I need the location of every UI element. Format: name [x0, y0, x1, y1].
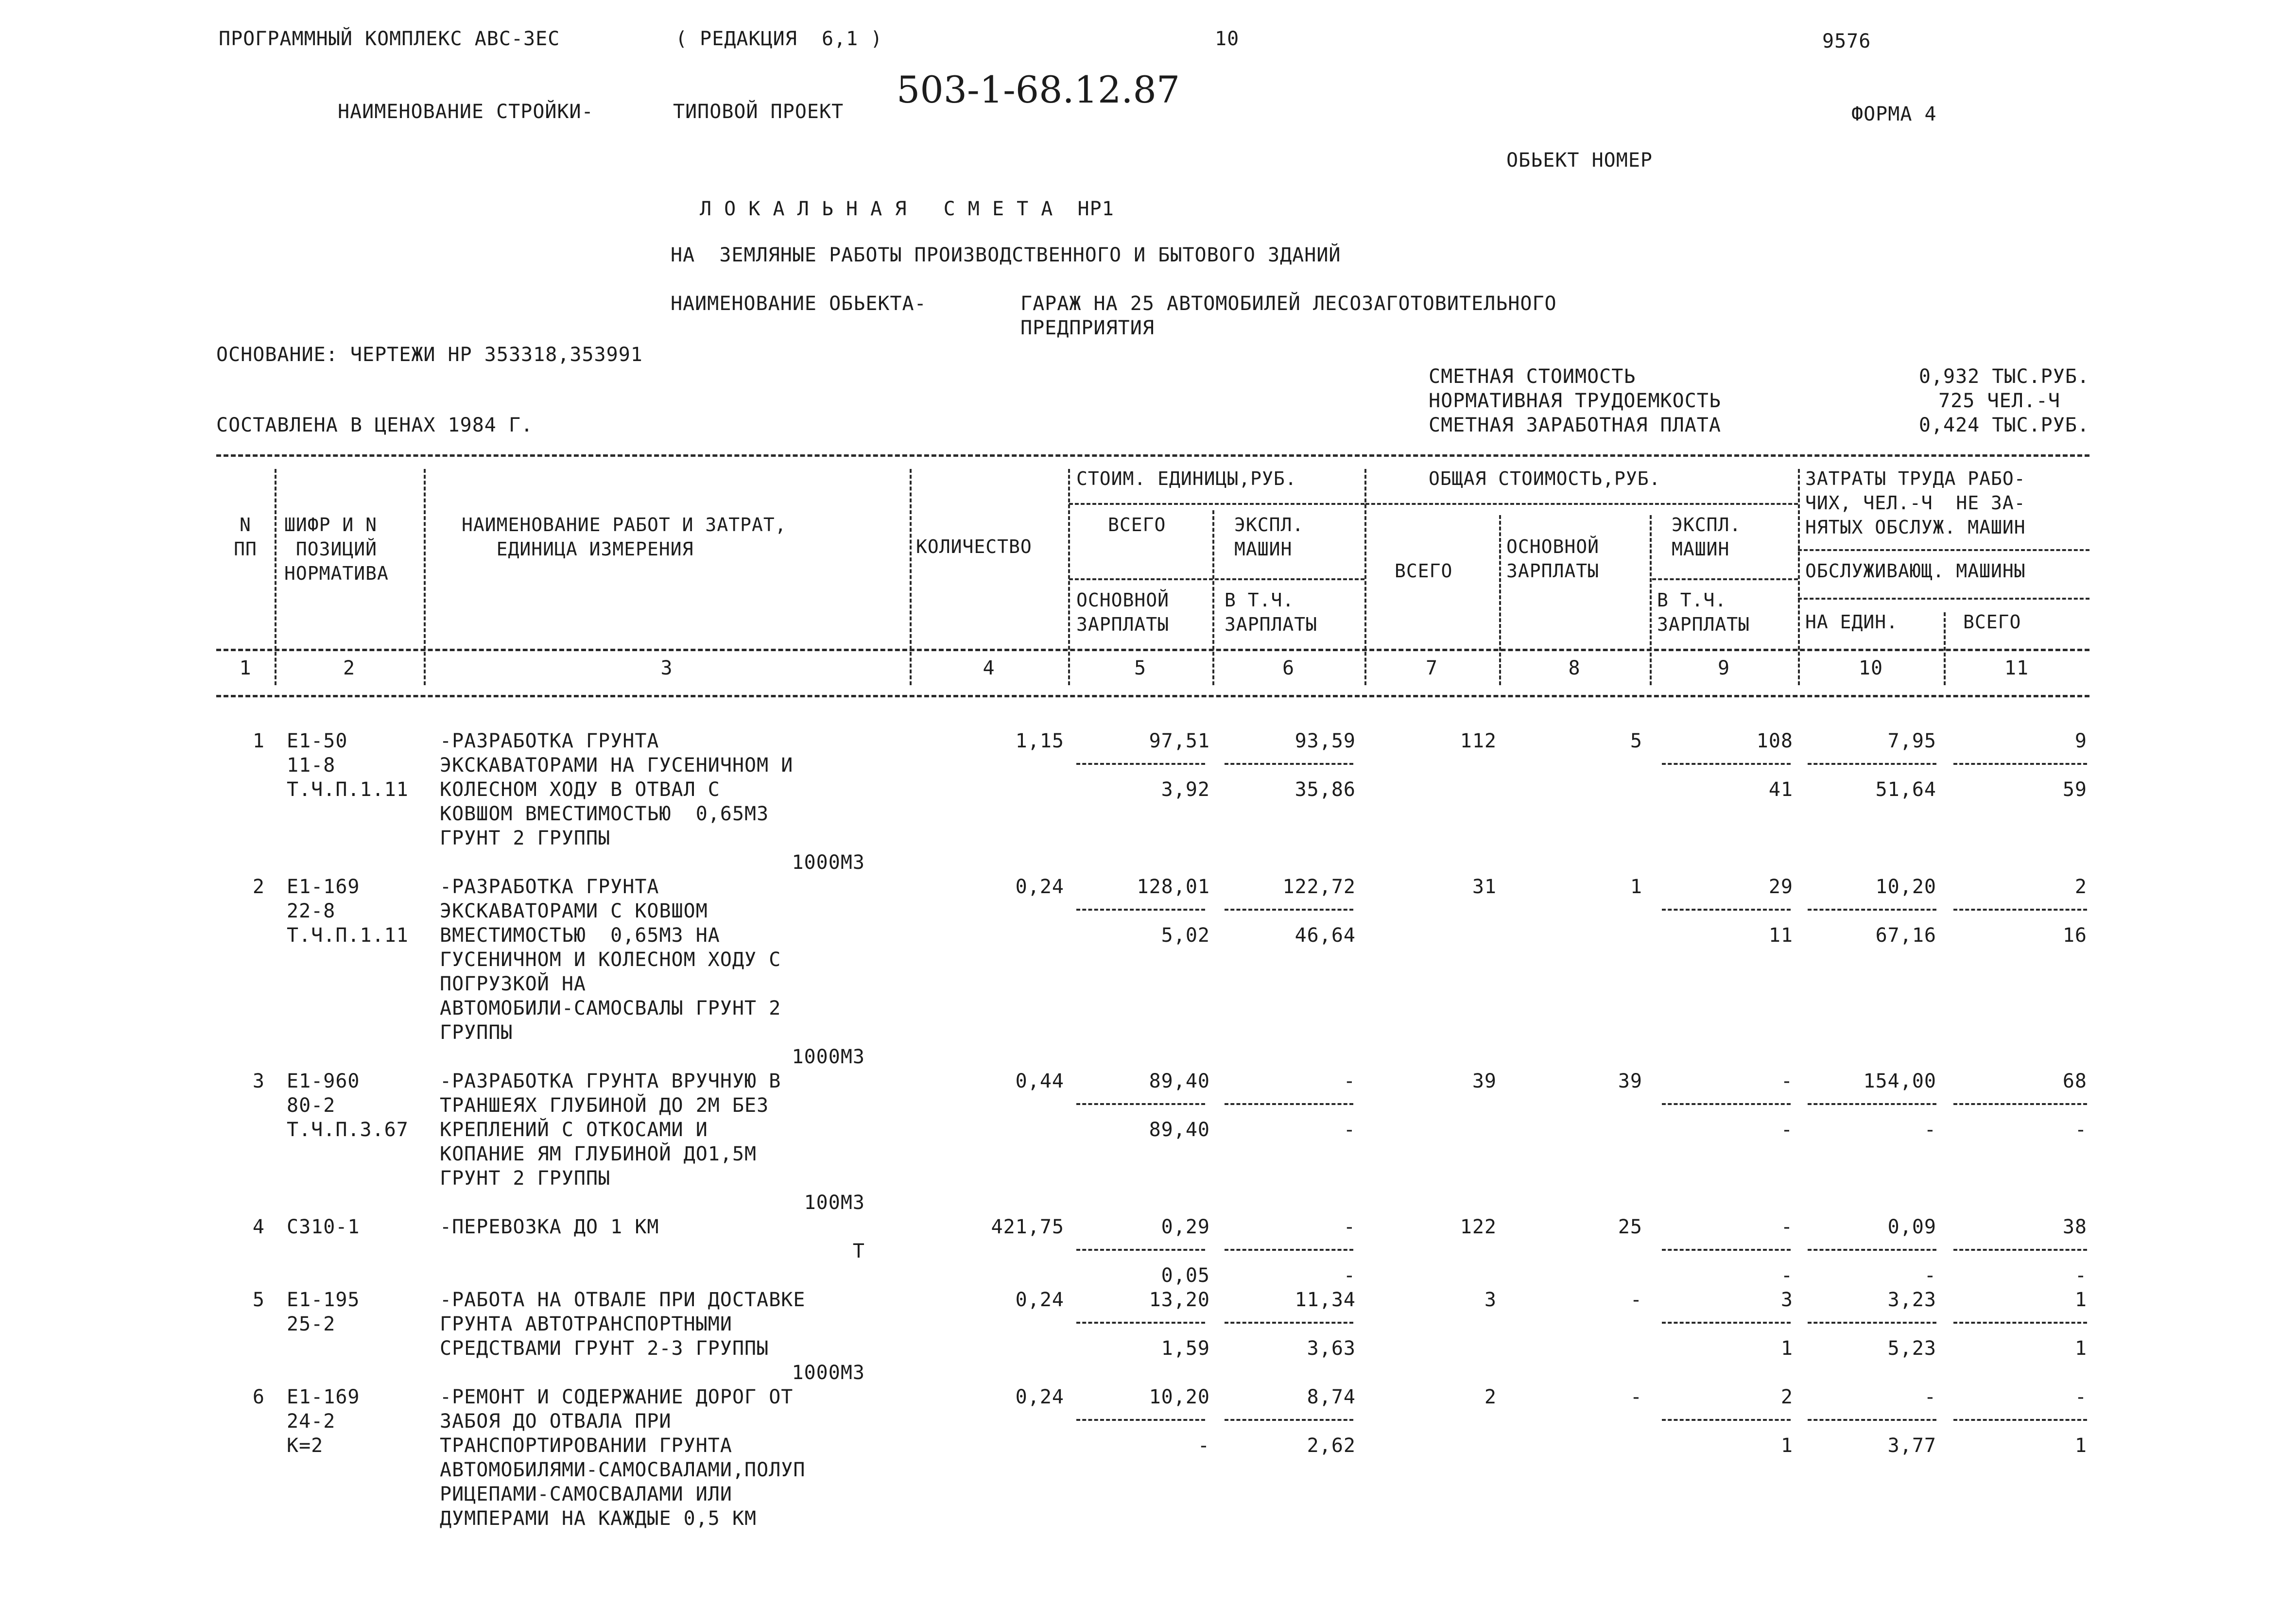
row-labor-machines-total: -	[2074, 1119, 2087, 1141]
col-number-5: 5	[1134, 657, 1147, 679]
row-total-machines: 29	[1768, 876, 1793, 898]
row-total-machines: 108	[1756, 730, 1793, 752]
row-labor-total: -	[2074, 1386, 2087, 1408]
col-header-total: ВСЕГО	[1395, 560, 1453, 582]
col-number-8: 8	[1568, 657, 1581, 679]
header-inner-rule	[1798, 549, 2089, 551]
row-unit-total: 13,20	[1149, 1289, 1210, 1311]
summary-value-cost: 0,932 ТЫС.РУБ.	[1918, 365, 2089, 388]
row-description: -РАЗРАБОТКА ГРУНТА ЭКСКАВАТОРАМИ С КОВШОМ ВМЕСТИМОСТЬЮ 0,65М3 НА ГУСЕНИЧНОМ И КОЛЕСНОМ ХОДУ С ПОГРУЗКОЙ НА АВТОМОБИЛИ-САМОСВАЛЫ ГРУНТ 2 ГРУППЫ	[440, 876, 781, 1044]
value-divider	[1953, 763, 2087, 765]
row-labor-per-unit: 10,20	[1875, 876, 1936, 898]
basis: ОСНОВАНИЕ: ЧЕРТЕЖИ НР 353318,353991	[216, 344, 643, 366]
row-unit: 1000М3	[792, 1046, 865, 1068]
row-unit-total: 97,51	[1149, 730, 1210, 752]
value-divider	[1808, 1249, 1936, 1251]
row-unit-machine-wage: 3,63	[1307, 1337, 1356, 1360]
row-number: 3	[252, 1070, 265, 1092]
col-header-total-wage: ОСНОВНОЙ ЗАРПЛАТЫ	[1506, 536, 1600, 582]
row-labor-per-unit: 0,09	[1887, 1216, 1936, 1238]
col-header-quantity: КОЛИЧЕСТВО	[916, 536, 1032, 557]
row-labor-machines-total: -	[2074, 1264, 2087, 1287]
row-labor-per-unit: 3,23	[1887, 1289, 1936, 1311]
col-sep	[1068, 469, 1070, 685]
row-unit-machine-wage: -	[1343, 1119, 1356, 1141]
row-description: -РАЗРАБОТКА ГРУНТА ЭКСКАВАТОРАМИ НА ГУСЕНИЧНОМ И КОЛЕСНОМ ХОДУ В ОТВАЛ С КОВШОМ ВМЕСТИМОСТЬЮ 0,65М3 ГРУНТ 2 ГРУППЫ	[440, 730, 794, 849]
row-unit-wage: 3,92	[1161, 778, 1210, 801]
value-divider	[1076, 1103, 1205, 1105]
row-unit-machines: -	[1343, 1070, 1356, 1092]
object-number: ОБЬЕКТ НОМЕР	[1506, 149, 1653, 172]
row-total-machines: -	[1780, 1070, 1793, 1092]
value-divider	[1662, 1322, 1791, 1324]
row-labor-machines-per-unit: 51,64	[1875, 778, 1936, 801]
value-divider	[1076, 1419, 1205, 1421]
row-labor-machines-per-unit: 3,77	[1887, 1434, 1936, 1457]
row-quantity: 0,24	[1015, 1289, 1064, 1311]
row-unit-wage: 89,40	[1149, 1119, 1210, 1141]
row-total-machine-wage: 1	[1780, 1434, 1793, 1457]
row-total-machine-wage: 1	[1780, 1337, 1793, 1360]
row-description: -РАЗРАБОТКА ГРУНТА ВРУЧНУЮ В ТРАНШЕЯХ ГЛУБИНОЙ ДО 2М БЕЗ КРЕПЛЕНИЙ С ОТКОСАМИ И КОПАНИЕ ЯМ ГЛУБИНОЙ ДО1,5М ГРУНТ 2 ГРУППЫ	[440, 1070, 781, 1190]
row-labor-total: 1	[2074, 1289, 2087, 1311]
handwritten-project-number: 503-1-68.12.87	[897, 68, 1180, 111]
value-divider	[1225, 1103, 1353, 1105]
header-bottom-rule	[216, 649, 2089, 651]
header-inner-rule	[1069, 503, 1364, 505]
row-total-machines: 3	[1780, 1289, 1793, 1311]
value-divider	[1953, 1103, 2087, 1105]
col-header-labor-total: ВСЕГО	[1963, 611, 2021, 633]
row-unit-wage: -	[1197, 1434, 1210, 1457]
construction-value: ТИПОВОЙ ПРОЕКТ	[673, 101, 844, 123]
value-divider	[1953, 1322, 2087, 1324]
row-labor-per-unit: -	[1924, 1386, 1936, 1408]
estimate-subtitle: НА ЗЕМЛЯНЫЕ РАБОТЫ ПРОИЗВОДСТВЕННОГО И БЫТОВОГО ЗДАНИЙ	[671, 244, 1341, 266]
row-quantity: 0,24	[1015, 1386, 1064, 1408]
value-divider	[1076, 1322, 1205, 1324]
construction-label: НАИМЕНОВАНИЕ СТРОЙКИ-	[338, 101, 594, 123]
row-total: 112	[1460, 730, 1497, 752]
row-unit-machine-wage: 46,64	[1295, 924, 1356, 947]
row-quantity: 0,24	[1015, 876, 1064, 898]
row-labor-machines-total: 59	[2062, 778, 2087, 801]
row-labor-machines-per-unit: -	[1924, 1119, 1936, 1141]
row-code: Е1-169 24-2 К=2	[287, 1386, 360, 1457]
value-divider	[1808, 1322, 1936, 1324]
value-divider	[1953, 1419, 2087, 1421]
col-header-labor-machines: ОБСЛУЖИВАЮЩ. МАШИНЫ	[1805, 560, 2026, 582]
form-number: ФОРМА 4	[1851, 103, 1937, 125]
row-total-wage: 25	[1618, 1216, 1642, 1238]
col-header-unit-machines: ЭКСПЛ. МАШИН	[1234, 514, 1304, 560]
row-number: 2	[252, 876, 265, 898]
value-divider	[1808, 1103, 1936, 1105]
value-divider	[1662, 1419, 1791, 1421]
row-unit-machine-wage: 35,86	[1295, 778, 1356, 801]
col-sep	[1798, 469, 1800, 685]
value-divider	[1225, 1322, 1353, 1324]
col-header-unit-machine-wage: В Т.Ч. ЗАРПЛАТЫ	[1225, 589, 1318, 635]
row-total: 39	[1472, 1070, 1497, 1092]
row-total: 2	[1484, 1386, 1497, 1408]
col-header-total-machine-wage: В Т.Ч. ЗАРПЛАТЫ	[1657, 589, 1750, 635]
row-labor-machines-per-unit: 67,16	[1875, 924, 1936, 947]
row-unit-total: 89,40	[1149, 1070, 1210, 1092]
summary-value-wage: 0,424 ТЫС.РУБ.	[1918, 414, 2089, 436]
col-number-2: 2	[343, 657, 356, 679]
row-unit: Т	[852, 1240, 865, 1262]
header-inner-rule	[1069, 578, 1364, 580]
row-unit-total: 0,29	[1161, 1216, 1210, 1238]
value-divider	[1662, 1103, 1791, 1105]
value-divider	[1225, 763, 1353, 765]
document-number: 9576	[1822, 30, 1871, 52]
row-quantity: 1,15	[1015, 730, 1064, 752]
row-labor-total: 38	[2062, 1216, 2087, 1238]
edition: ( РЕДАКЦИЯ 6,1 )	[675, 28, 883, 50]
row-code: Е1-50 11-8 Т.Ч.П.1.11	[287, 730, 409, 801]
row-total-wage: 39	[1618, 1070, 1642, 1092]
row-unit-total: 10,20	[1149, 1386, 1210, 1408]
row-unit-wage: 5,02	[1161, 924, 1210, 947]
summary-label-wage: СМЕТНАЯ ЗАРАБОТНАЯ ПЛАТА	[1429, 414, 1721, 436]
object-name-line2: ПРЕДПРИЯТИЯ	[1020, 317, 1155, 339]
header-inner-rule	[1652, 578, 1798, 580]
row-number: 1	[252, 730, 265, 752]
value-divider	[1225, 1419, 1353, 1421]
summary-label-cost: СМЕТНАЯ СТОИМОСТЬ	[1429, 365, 1636, 388]
col-sep	[1364, 469, 1366, 685]
row-unit-machines: 8,74	[1307, 1386, 1356, 1408]
value-divider	[1662, 1249, 1791, 1251]
col-header-n: N ПП	[234, 514, 257, 560]
program-name: ПРОГРАММНЫЙ КОМПЛЕКС АВС-ЗЕС	[219, 28, 560, 50]
header-inner-rule	[1798, 598, 2089, 600]
row-unit-machines: -	[1343, 1216, 1356, 1238]
row-number: 6	[252, 1386, 265, 1408]
summary-value-labor: 725 ЧЕЛ.-Ч	[1938, 390, 2060, 412]
numbers-bottom-rule	[216, 695, 2089, 697]
col-header-unit-cost: СТОИМ. ЕДИНИЦЫ,РУБ.	[1076, 468, 1297, 489]
col-number-11: 11	[2004, 657, 2029, 679]
row-unit-wage: 1,59	[1161, 1337, 1210, 1360]
value-divider	[1808, 763, 1936, 765]
col-header-total-machines: ЭКСПЛ. МАШИН	[1672, 514, 1742, 560]
row-number: 5	[252, 1289, 265, 1311]
value-divider	[1808, 909, 1936, 911]
col-number-3: 3	[660, 657, 673, 679]
row-labor-per-unit: 154,00	[1863, 1070, 1936, 1092]
col-number-6: 6	[1282, 657, 1295, 679]
row-total-machine-wage: -	[1780, 1119, 1793, 1141]
col-header-total-cost: ОБЩАЯ СТОИМОСТЬ,РУБ.	[1429, 468, 1661, 489]
estimate-title: Л О К А Л Ь Н А Я С М Е Т А НР1	[700, 198, 1114, 220]
row-description: -РЕМОНТ И СОДЕРЖАНИЕ ДОРОГ ОТ ЗАБОЯ ДО ОТВАЛА ПРИ ТРАНСПОРТИРОВАНИИ ГРУНТА АВТОМОБИЛЯМИ-САМОСВАЛАМИ,ПОЛУП РИЦЕПАМИ-САМОСВАЛАМИ ИЛИ ДУМПЕРАМИ НА КАЖДЫЕ 0,5 КМ	[440, 1386, 806, 1530]
value-divider	[1076, 909, 1205, 911]
row-unit-total: 128,01	[1137, 876, 1210, 898]
col-header-code: ШИФР И N ПОЗИЦИЙ НОРМАТИВА	[284, 514, 389, 584]
row-total: 3	[1484, 1289, 1497, 1311]
row-number: 4	[252, 1216, 265, 1238]
col-number-9: 9	[1717, 657, 1730, 679]
row-code: Е1-169 22-8 Т.Ч.П.1.11	[287, 876, 409, 947]
row-unit: 100М3	[804, 1192, 865, 1214]
col-sep	[275, 469, 276, 685]
row-labor-total: 68	[2062, 1070, 2087, 1092]
row-labor-machines-total: 1	[2074, 1337, 2087, 1360]
row-total-machine-wage: 11	[1768, 924, 1793, 947]
table-top-rule	[216, 454, 2089, 457]
row-total-machines: 2	[1780, 1386, 1793, 1408]
value-divider	[1076, 1249, 1205, 1251]
row-unit-machines: 93,59	[1295, 730, 1356, 752]
row-code: С310-1	[287, 1216, 360, 1238]
price-basis: СОСТАВЛЕНА В ЦЕНАХ 1984 Г.	[216, 414, 534, 436]
row-code: Е1-960 80-2 Т.Ч.П.3.67	[287, 1070, 409, 1141]
row-total-wage: -	[1630, 1289, 1642, 1311]
col-sep	[424, 469, 426, 685]
row-description: -РАБОТА НА ОТВАЛЕ ПРИ ДОСТАВКЕ ГРУНТА АВТОТРАНСПОРТНЫМИ СРЕДСТВАМИ ГРУНТ 2-3 ГРУППЫ	[440, 1289, 806, 1360]
value-divider	[1225, 909, 1353, 911]
row-labor-total: 2	[2074, 876, 2087, 898]
row-total: 122	[1460, 1216, 1497, 1238]
row-total: 31	[1472, 876, 1497, 898]
col-header-unit-total: ВСЕГО	[1108, 514, 1166, 536]
row-total-machine-wage: 41	[1768, 778, 1793, 801]
object-label: НАИМЕНОВАНИЕ ОБЬЕКТА-	[671, 293, 927, 315]
row-total-machine-wage: -	[1780, 1264, 1793, 1287]
row-labor-machines-per-unit: 5,23	[1887, 1337, 1936, 1360]
row-labor-machines-total: 16	[2062, 924, 2087, 947]
value-divider	[1953, 909, 2087, 911]
row-total-machines: -	[1780, 1216, 1793, 1238]
value-divider	[1662, 909, 1791, 911]
value-divider	[1662, 763, 1791, 765]
row-code: Е1-195 25-2	[287, 1289, 360, 1335]
row-description: -ПЕРЕВОЗКА ДО 1 КМ	[440, 1216, 659, 1238]
row-unit: 1000М3	[792, 851, 865, 874]
row-unit-machines: 11,34	[1295, 1289, 1356, 1311]
row-labor-machines-per-unit: -	[1924, 1264, 1936, 1287]
col-sep	[910, 469, 912, 685]
page-number: 10	[1215, 28, 1240, 50]
row-quantity: 0,44	[1015, 1070, 1064, 1092]
row-unit: 1000М3	[792, 1362, 865, 1384]
value-divider	[1808, 1419, 1936, 1421]
row-unit-wage: 0,05	[1161, 1264, 1210, 1287]
value-divider	[1225, 1249, 1353, 1251]
row-labor-per-unit: 7,95	[1887, 730, 1936, 752]
row-total-wage: 1	[1630, 876, 1642, 898]
row-labor-total: 9	[2074, 730, 2087, 752]
value-divider	[1076, 763, 1205, 765]
value-divider	[1953, 1249, 2087, 1251]
col-number-10: 10	[1858, 657, 1883, 679]
row-unit-machine-wage: -	[1343, 1264, 1356, 1287]
col-header-unit-wage: ОСНОВНОЙ ЗАРПЛАТЫ	[1076, 589, 1170, 635]
col-number-7: 7	[1425, 657, 1438, 679]
col-number-4: 4	[983, 657, 995, 679]
row-total-wage: -	[1630, 1386, 1642, 1408]
header-inner-rule	[1365, 503, 1798, 505]
col-header-labor: ЗАТРАТЫ ТРУДА РАБО- ЧИХ, ЧЕЛ.-Ч НЕ ЗА- НЯТЫХ ОБСЛУЖ. МАШИН	[1805, 468, 2026, 538]
object-name-line1: ГАРАЖ НА 25 АВТОМОБИЛЕЙ ЛЕСОЗАГОТОВИТЕЛЬНОГО	[1020, 293, 1557, 315]
col-number-1: 1	[239, 657, 252, 679]
row-labor-machines-total: 1	[2074, 1434, 2087, 1457]
col-header-description: НАИМЕНОВАНИЕ РАБОТ И ЗАТРАТ, ЕДИНИЦА ИЗМЕРЕНИЯ	[462, 514, 787, 560]
row-quantity: 421,75	[991, 1216, 1064, 1238]
summary-label-labor: НОРМАТИВНАЯ ТРУДОЕМКОСТЬ	[1429, 390, 1721, 412]
col-header-labor-per-unit: НА ЕДИН.	[1805, 611, 1899, 633]
row-unit-machine-wage: 2,62	[1307, 1434, 1356, 1457]
row-total-wage: 5	[1630, 730, 1642, 752]
row-unit-machines: 122,72	[1282, 876, 1356, 898]
